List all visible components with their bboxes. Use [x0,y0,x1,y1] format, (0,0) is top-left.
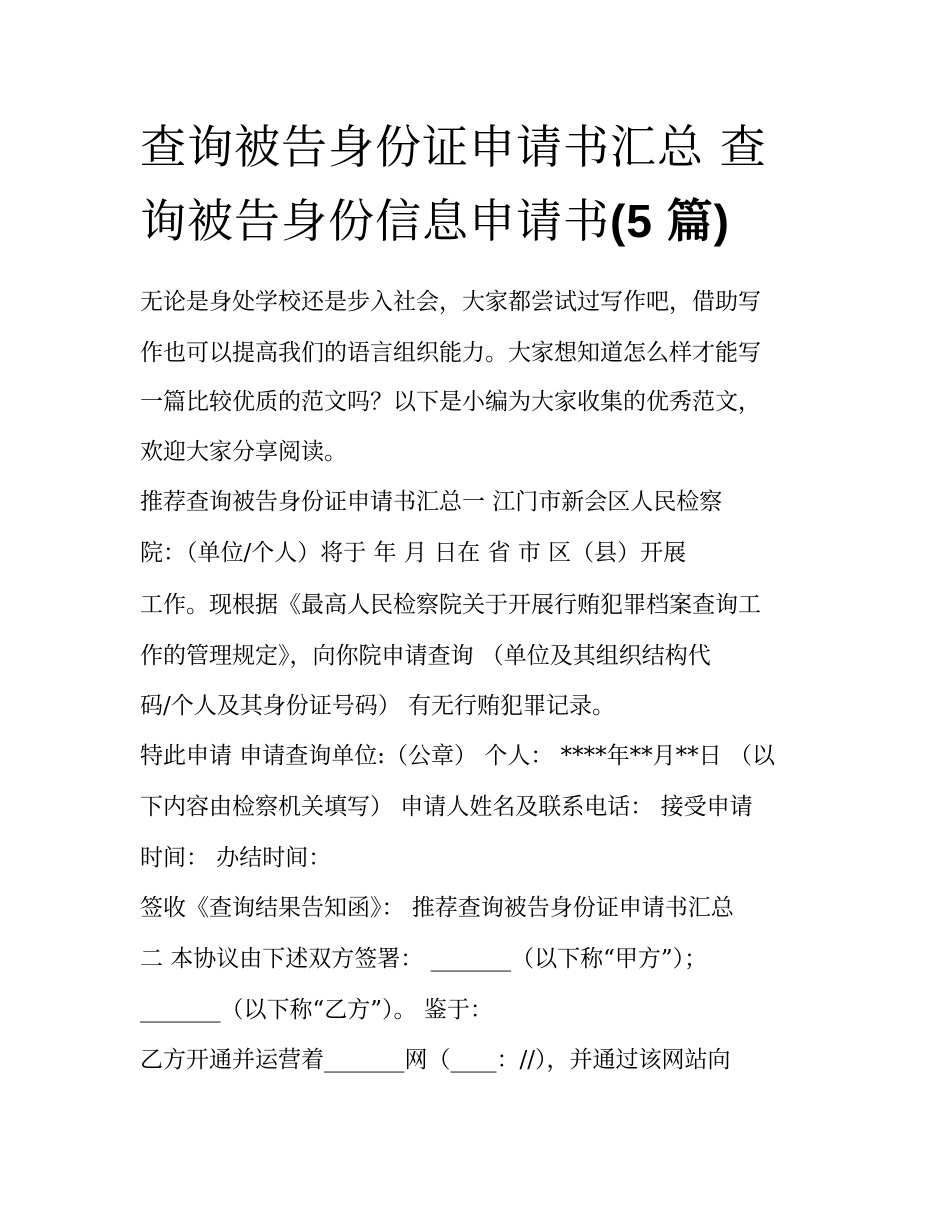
body-line: 二 本协议由下述双方签署： _______（以下称“甲方”）； [140,946,708,972]
body-line: 作的管理规定》，向你院申请查询 （单位及其组织结构代 [140,643,711,669]
body-line: 院：（单位/个人）将于 年 月 日在 省 市 区（县）开展 [140,540,687,566]
body-line: 下内容由检察机关填写） 申请人姓名及联系电话： 接受申请 [140,794,753,820]
body-line: 欢迎大家分享阅读。 [140,439,347,465]
body-line: 一篇比较优质的范文吗？以下是小编为大家收集的优秀范文， [140,389,761,415]
body-line: _______（以下称“乙方”）。 鉴于： [140,997,493,1023]
body-line: 乙方开通并运营着_______网（____：//），并通过该网站向 [140,1047,731,1073]
body-line: 特此申请 申请查询单位:（公章） 个人： ****年**月**日 （以 [140,743,775,769]
title-line-1: 查询被告身份证申请书汇总 查 [140,120,767,174]
body-line: 作也可以提高我们的语言组织能力。大家想知道怎么样才能写 [140,340,761,366]
body-line: 码/个人及其身份证号码） 有无行贿犯罪记录。 [140,693,616,719]
body-line: 签收《查询结果告知函》： 推荐查询被告身份证申请书汇总 [140,895,734,921]
body-line: 工作。现根据《最高人民检察院关于开展行贿犯罪档案查询工 [140,592,761,618]
document-title [140,110,820,258]
body-line: 时间： 办结时间： [140,845,332,871]
body-line: 推荐查询被告身份证申请书汇总一 江门市新会区人民检察 [140,489,723,515]
body-line: 无论是身处学校还是步入社会，大家都尝试过写作吧，借助写 [140,289,761,315]
title-count: (5 篇) [610,195,730,247]
title-line-2: 询被告身份信息申请书 [140,194,610,248]
